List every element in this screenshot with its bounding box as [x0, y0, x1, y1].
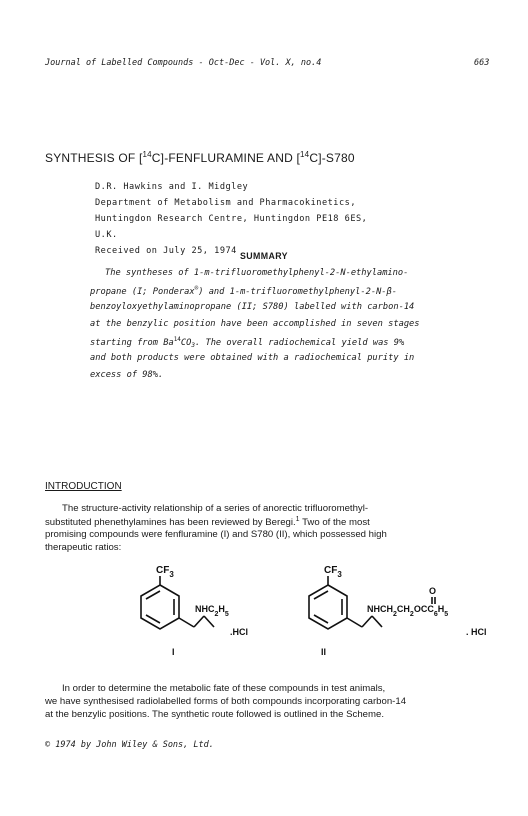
title-isotope-2: 14 — [300, 150, 310, 159]
carbonyl-oxygen: O — [429, 586, 437, 596]
summary-text: . The overall radiochemical yield was 9% — [195, 338, 405, 348]
summary-text: propane (I; Ponderax — [90, 287, 195, 297]
intro-line: therapeutic ratios: — [45, 542, 122, 553]
intro-text: substituted phenethylamines has been reviewed by Beregi. — [45, 517, 296, 528]
title-part-2: C]-FENFLURAMINE AND [ — [151, 151, 301, 165]
title-part-1: SYNTHESIS OF [ — [45, 151, 143, 165]
ethylamino-label: $NHC_2H_5$ — [195, 604, 229, 618]
affiliation-line: Huntingdon Research Centre, Huntingdon PE18 6ES, — [95, 214, 368, 224]
reference-mark: 1 — [295, 516, 300, 523]
summary-line — [90, 285, 397, 297]
intro-line: at the benzylic positions. The synthetic route followed is outlined in the Scheme. — [45, 709, 384, 720]
summary-line: benzoyloxyethylaminopropane (II; S780) labelled with carbon-14 — [90, 302, 415, 312]
received-date: Received on July 25, 1974 — [95, 246, 237, 256]
article-title — [45, 150, 355, 165]
compound-label: II — [321, 647, 327, 657]
structure-s780 — [288, 565, 498, 660]
summary-line: at the benzylic position have been accomplished in seven stages — [90, 319, 420, 329]
intro-line: we have synthesised radiolabelled forms of both compounds incorporating carbon-14 — [45, 696, 407, 707]
affiliation-line: U.K. — [95, 230, 118, 240]
summary-line: excess of 98%. — [90, 370, 164, 380]
author-names: D.R. Hawkins and I. Midgley — [95, 182, 249, 192]
intro-text: Two of the most — [299, 517, 370, 528]
title-part-3: C]-S780 — [309, 151, 355, 165]
formula-sub: 3 — [191, 342, 196, 349]
summary-text: starting from Ba — [90, 338, 174, 348]
summary-line — [90, 336, 404, 349]
introduction-heading: INTRODUCTION — [45, 481, 122, 492]
running-head: Journal of Labelled Compounds - Oct-Dec - Vol. X, no.4 — [45, 58, 322, 68]
structure-fenfluramine — [120, 565, 290, 660]
summary-heading: SUMMARY — [240, 251, 288, 261]
summary-text: ) and 1-m-trifluoromethylphenyl-2-N-β- — [198, 287, 397, 297]
summary-line: and both products were obtained with a radiochemical purity in — [90, 353, 415, 363]
copyright-notice: © 1974 by John Wiley & Sons, Ltd. — [45, 740, 214, 750]
summary-text: CO — [180, 338, 192, 348]
hcl-salt: .HCl — [230, 627, 248, 637]
benzoyloxyethylamino-label: $NHCH_2CH_2OCC_6H_5$ — [367, 604, 449, 618]
compound-label: I — [172, 647, 175, 657]
title-isotope-1: 14 — [142, 150, 152, 159]
registered-mark: ® — [194, 285, 199, 292]
page-number: 663 — [474, 58, 490, 68]
intro-line: In order to determine the metabolic fate of these compounds in test animals, — [62, 683, 386, 694]
summary-line: The syntheses of 1-m-trifluoromethylphenyl-2-N-ethylamino- — [105, 268, 409, 278]
isotope-sup: 14 — [173, 336, 181, 343]
intro-line: The structure-activity relationship of a series of anorectic trifluoromethyl- — [62, 503, 369, 514]
cf3-label: $CF_3$ — [156, 565, 174, 579]
intro-line: promising compounds were fenfluramine (I) and S780 (II), which possessed high — [45, 529, 387, 540]
hcl-salt: . HCl — [466, 627, 487, 637]
intro-line — [45, 516, 370, 528]
affiliation-line: Department of Metabolism and Pharmacokinetics, — [95, 198, 356, 208]
cf3-label: $CF_3$ — [324, 565, 342, 579]
